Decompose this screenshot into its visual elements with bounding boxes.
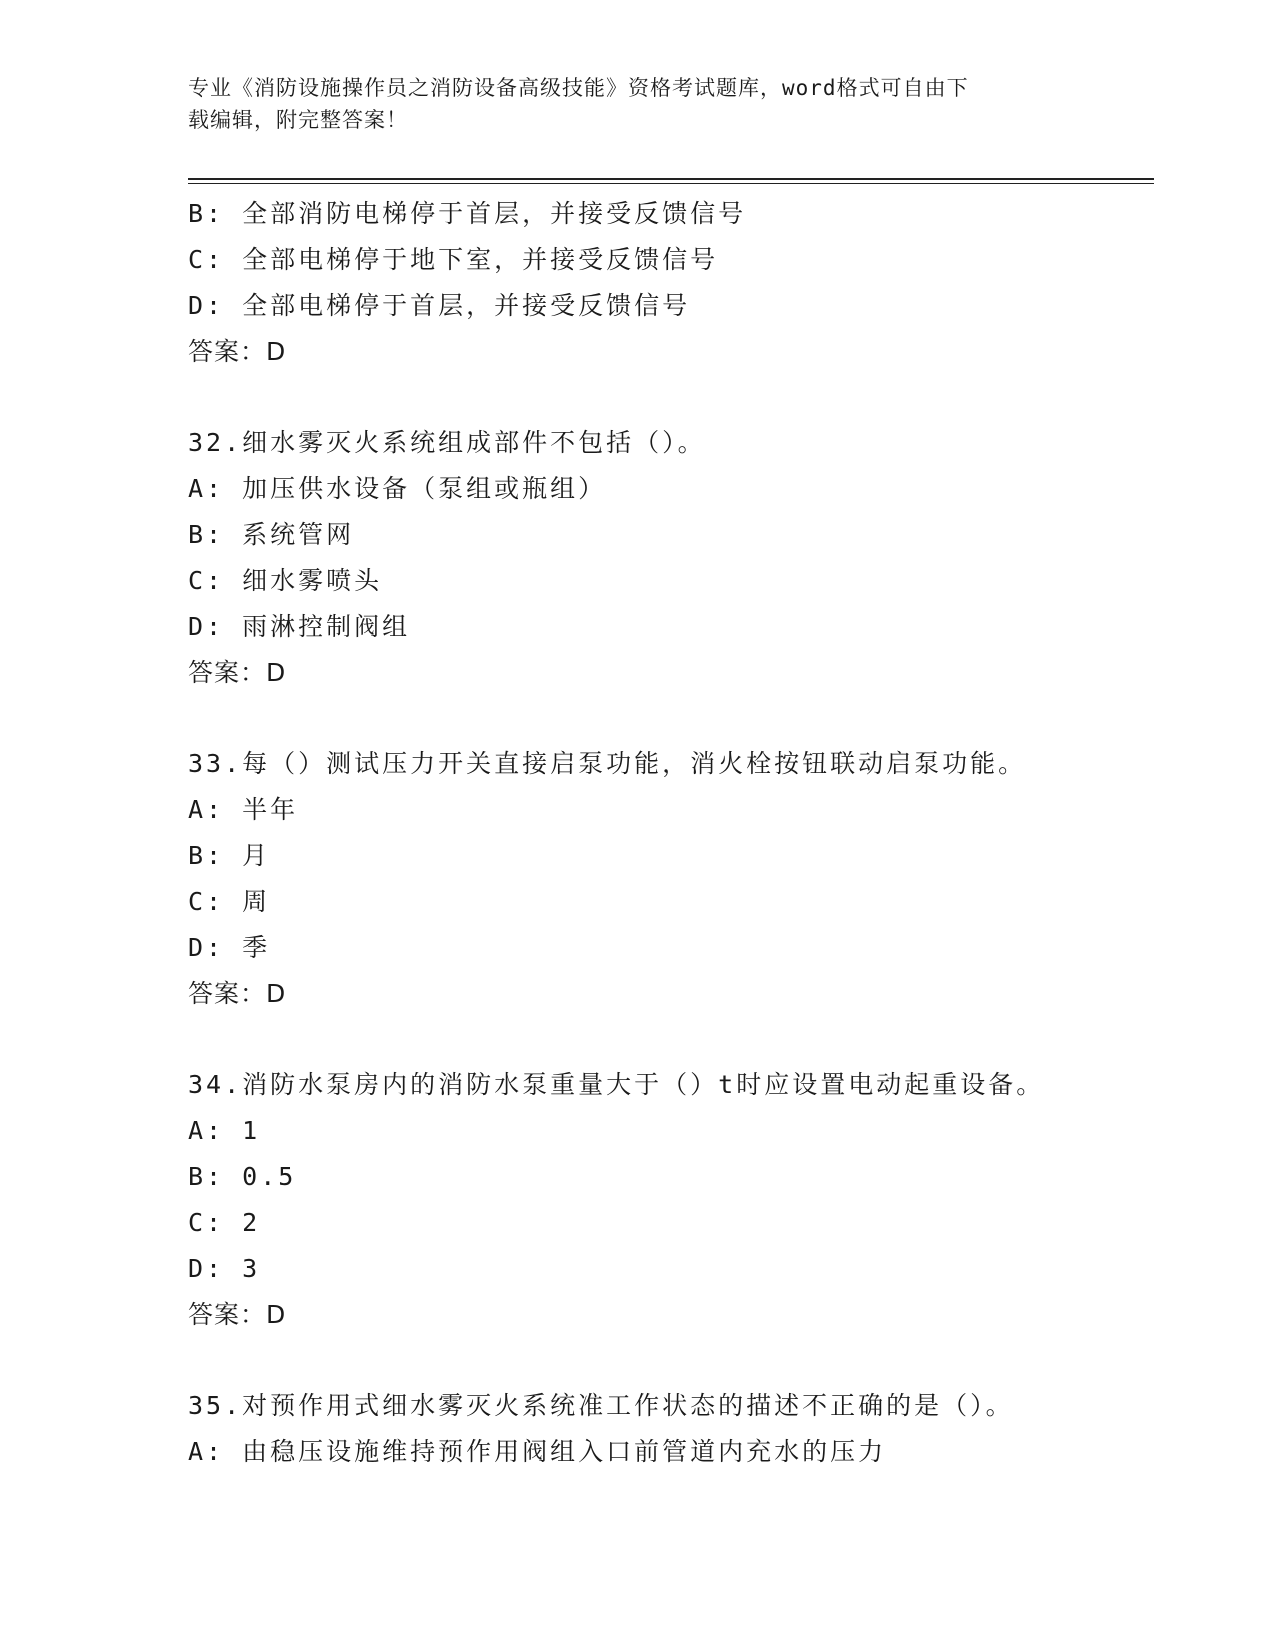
header-divider-thin	[188, 183, 1154, 184]
option-a: A: 1	[188, 1116, 261, 1145]
question-35	[188, 1383, 1148, 1475]
question-32	[188, 420, 1148, 696]
question-stem: 33.每（）测试压力开关直接启泵功能，消火栓按钮联动启泵功能。	[188, 749, 1027, 778]
option-d: D: 全部电梯停于首层，并接受反馈信号	[188, 291, 691, 320]
option-b: B: 系统管网	[188, 520, 355, 549]
option-a: A: 由稳压设施维持预作用阀组入口前管道内充水的压力	[188, 1437, 887, 1466]
header-line-1: 专业《消防设施操作员之消防设备高级技能》资格考试题库，word格式可自由下	[188, 76, 969, 100]
option-b: B: 全部消防电梯停于首层，并接受反馈信号	[188, 199, 747, 228]
option-c: C: 周	[188, 887, 271, 916]
question-33	[188, 741, 1148, 1017]
question-list	[188, 191, 1148, 1475]
question-stem: 32.细水雾灭火系统组成部件不包括（）。	[188, 428, 706, 457]
option-b: B: 月	[188, 841, 271, 870]
document-header	[188, 72, 1088, 136]
answer-line: 答案：D	[188, 658, 287, 687]
option-c: C: 全部电梯停于地下室，并接受反馈信号	[188, 245, 719, 274]
option-a: A: 半年	[188, 795, 299, 824]
spacer	[188, 1338, 1148, 1383]
answer-line: 答案：D	[188, 1300, 287, 1329]
answer-line: 答案：D	[188, 979, 287, 1008]
option-d: D: 3	[188, 1254, 261, 1283]
spacer	[188, 696, 1148, 741]
question-stem: 35.对预作用式细水雾灭火系统准工作状态的描述不正确的是（）。	[188, 1391, 1014, 1420]
spacer	[188, 1017, 1148, 1062]
option-c: C: 2	[188, 1208, 261, 1237]
option-b: B: 0.5	[188, 1162, 297, 1191]
header-line-2: 载编辑，附完整答案！	[188, 108, 408, 132]
question-31-continued	[188, 191, 1148, 375]
spacer	[188, 375, 1148, 420]
option-d: D: 季	[188, 933, 271, 962]
answer-line: 答案：D	[188, 337, 287, 366]
option-a: A: 加压供水设备（泵组或瓶组）	[188, 474, 607, 503]
header-divider-thick	[188, 178, 1154, 180]
option-d: D: 雨淋控制阀组	[188, 612, 411, 641]
question-stem: 34.消防水泵房内的消防水泵重量大于（）t时应设置电动起重设备。	[188, 1070, 1045, 1099]
option-c: C: 细水雾喷头	[188, 566, 383, 595]
question-34	[188, 1062, 1148, 1338]
